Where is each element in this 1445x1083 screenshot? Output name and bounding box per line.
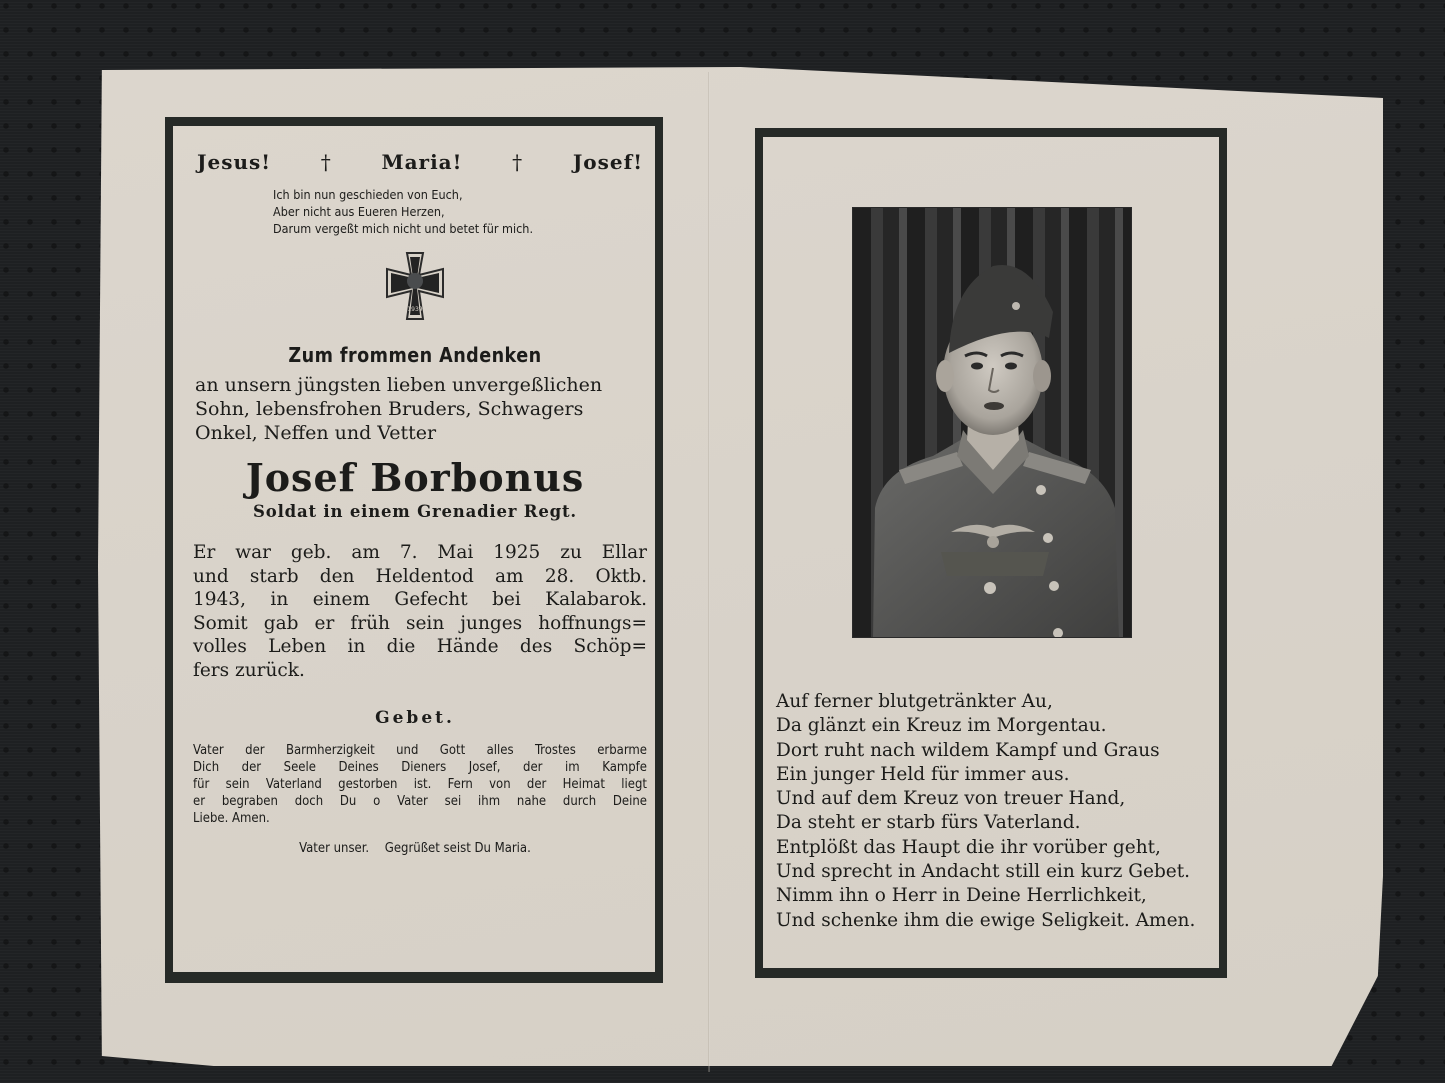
poem-line: Und sprecht in Andacht still ein kurz Gebet. bbox=[776, 861, 1191, 883]
dedication bbox=[195, 373, 647, 445]
poem-line: Nimm ihn o Herr in Deine Herrlichkeit, bbox=[776, 885, 1147, 907]
prayer-line: für sein Vaterland gestorben ist. Fern von der Heimat liegt bbox=[193, 777, 647, 792]
verse-line: Darum vergeßt mich nicht und betet für mich. bbox=[273, 221, 534, 236]
military-rank: Soldat in einem Grenadier Regt. bbox=[253, 502, 577, 521]
poem-line: Und schenke ihm die ewige Seligkeit. Amen. bbox=[776, 909, 1196, 931]
closing-vater-unser: Vater unser. bbox=[299, 841, 370, 856]
poem-line: Dort ruht nach wildem Kampf und Graus bbox=[776, 739, 1160, 761]
dedication-line: an unsern jüngsten lieben unvergeßlichen bbox=[195, 374, 603, 396]
iron-cross-icon bbox=[385, 251, 445, 321]
invocation-maria: Maria! bbox=[381, 150, 463, 174]
poem-line: Ein junger Held für immer aus. bbox=[776, 763, 1070, 785]
dedication-line: Sohn, lebensfrohen Bruders, Schwagers bbox=[195, 398, 584, 420]
iron-cross-year: 1939 bbox=[407, 306, 423, 313]
poem-line: Und auf dem Kreuz von treuer Hand, bbox=[776, 788, 1126, 810]
closing-ave-maria: Gegrüßet seist Du Maria. bbox=[384, 841, 531, 856]
invocation-josef: Josef! bbox=[572, 150, 643, 174]
bio-line: Somit gab er früh sein junges hoffnungs= bbox=[193, 612, 647, 634]
prayer-line: Vater der Barmherzigkeit und Gott alles Trostes erbarme bbox=[193, 743, 647, 758]
verse-line: Aber nicht aus Eueren Herzen, bbox=[273, 204, 445, 219]
closing-prayers bbox=[183, 841, 647, 856]
deceased-name: Josef Borbonus bbox=[245, 455, 585, 500]
bio-line: volles Leben in die Hände des Schöp= bbox=[193, 636, 647, 657]
invocation-jesus: Jesus! bbox=[197, 150, 272, 174]
latin-cross-icon: † bbox=[512, 150, 524, 174]
verse-line: Ich bin nun geschieden von Euch, bbox=[273, 187, 463, 202]
bio-line: Er war geb. am 7. Mai 1925 zu Ellar bbox=[193, 542, 647, 563]
poem-line: Da steht er starb fürs Vaterland. bbox=[776, 812, 1081, 834]
poem-line: Auf ferner blutgetränkter Au, bbox=[776, 691, 1053, 712]
subtitle: Zum frommen Andenken bbox=[288, 343, 542, 367]
biography bbox=[193, 541, 647, 682]
memorial-poem bbox=[776, 690, 1216, 933]
prayer-line: er begraben doch Du o Vater sei ihm nahe durch Deine bbox=[193, 794, 647, 809]
farewell-verse bbox=[273, 186, 647, 237]
poem-line: Entplößt das Haupt die ihr vorüber geht, bbox=[776, 836, 1161, 858]
card-fold-line bbox=[708, 72, 710, 1072]
left-panel bbox=[183, 150, 647, 856]
dedication-line: Onkel, Neffen und Vetter bbox=[195, 422, 437, 444]
invocation-line bbox=[183, 150, 647, 174]
prayer-line: Liebe. Amen. bbox=[193, 811, 270, 826]
prayer-text bbox=[193, 742, 647, 827]
prayer-title: Gebet. bbox=[375, 708, 455, 728]
latin-cross-icon: † bbox=[320, 150, 332, 174]
prayer-line: Dich der Seele Deines Dieners Josef, der im Kampfe bbox=[193, 760, 647, 775]
bio-line: 1943, in einem Gefecht bei Kalabarok. bbox=[193, 589, 647, 610]
poem-line: Da glänzt ein Kreuz im Morgentau. bbox=[776, 715, 1107, 737]
bio-line: fers zurück. bbox=[193, 659, 305, 681]
bio-line: und starb den Heldentod am 28. Oktb. bbox=[193, 565, 647, 587]
portrait-illustration bbox=[853, 208, 1132, 638]
soldier-portrait-photo bbox=[852, 207, 1132, 638]
